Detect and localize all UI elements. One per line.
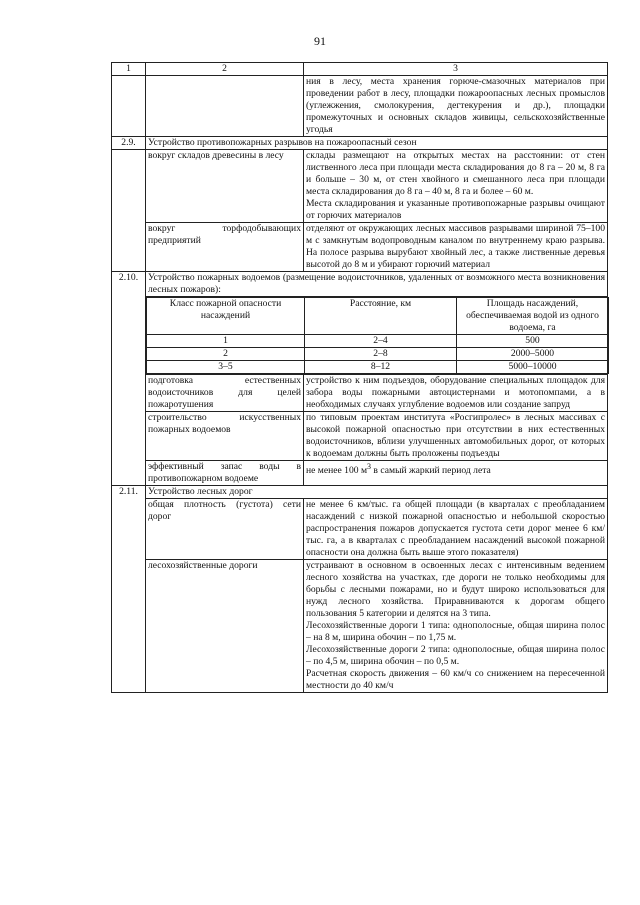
row-label: общая плотность (густота) сети дорог <box>146 499 304 560</box>
row-text: не менее 6 км/тыс. га общей площади (в кварталах с преобладанием насаждений с низкой пожарной опасностью и небольшой скоростью распространения пожаров допускается густота сети дорог менее 6 км/тыс. га, а в кварталах с преобладанием насаждений высокой пожарной опасности она должна быть выше этого показателя) <box>304 499 608 560</box>
nested-cell: 2 <box>147 348 305 361</box>
nested-header: Класс пожарной опасности насаждений <box>147 298 305 335</box>
table-row <box>112 412 608 461</box>
table-row <box>112 375 608 412</box>
section-number: 2.10. <box>112 272 146 486</box>
nested-header: Расстояние, км <box>305 298 457 335</box>
row-label: вокруг складов древесины в лесу <box>146 150 304 223</box>
table-row <box>112 461 608 486</box>
row-text: по типовым проектам института «Росгипролес» в лесных массивах с высокой пожарной опасностью при отсутствии в них естественных водоисточников, вблизи улучшенных автомобильных дорог, от которых к водоемам должны быть проложены подъезды <box>304 412 608 461</box>
paragraph: Лесохозяйственные дороги 2 типа: однополосные, общая ширина полос – по 4,5 м, ширина обочин – по 0,5 м. <box>306 644 605 667</box>
superscript: 3 <box>367 462 372 471</box>
table-row <box>112 560 608 693</box>
nested-cell: 3–5 <box>147 361 305 374</box>
table-row <box>112 499 608 560</box>
section-title: Устройство лесных дорог <box>146 486 608 499</box>
text-part: не менее 100 м <box>306 465 368 477</box>
row-text <box>304 150 608 223</box>
row-label: строительство искусственных пожарных водоемов <box>146 412 304 461</box>
section-title: Устройство пожарных водоемов (размещение водоисточников, удаленных от возможного места возникновения лесных пожаров): <box>146 272 608 297</box>
section-row <box>112 272 608 297</box>
row-label: лесохозяйственные дороги <box>146 560 304 693</box>
section-row <box>112 137 608 150</box>
row-label: подготовка естественных водоисточников для целей пожаротушения <box>146 375 304 412</box>
paragraph: устраивают в основном в освоенных лесах с интенсивным ведением лесного хозяйства на участках, где дороги не только необходимы для борьбы с лесными пожарами, но и будут широко использоваться для нужд лесного хозяйства. Приравниваются к дорогам общего пользования 5 категории и делятся на 3 типа. <box>306 560 605 619</box>
nested-cell: 1 <box>147 335 305 348</box>
nested-header: Площадь насаждений, обеспечиваемая водой из одного водоема, га <box>457 298 609 335</box>
row-text <box>304 461 608 486</box>
table-row <box>112 76 608 137</box>
row-label: эффективный запас воды в противопожарном водоеме <box>146 461 304 486</box>
section-number: 2.9. <box>112 137 146 150</box>
nested-cell: 2–4 <box>305 335 457 348</box>
row-text: отделяют от окружающих лесных массивов разрывами шириной 75–100 м с замкнутым водопроводным каналом по внутреннему краю разрыва. На полосе разрыва вырубают хвойный лес, а также лиственные деревья высотой до 8 м и убирают горючий материал <box>304 223 608 272</box>
nested-cell: 8–12 <box>305 361 457 374</box>
paragraph: Места складирования и указанные противопожарные разрывы очищают от горючих материалов <box>306 198 605 221</box>
section-row <box>112 486 608 499</box>
nested-cell: 2000–5000 <box>457 348 609 361</box>
document-table <box>111 62 608 693</box>
continued-text: ния в лесу, места хранения горюче-смазочных материалов при проведении работ в лесу, площадки пожароопасных лесных промыслов (углежжения, смолокурения, дегтекурения и др.), площадки промежуточных и основных складов живицы, сельскохозяйственные угодья <box>304 76 608 137</box>
text-part: в самый жаркий период лета <box>371 465 491 477</box>
nested-cell: 500 <box>457 335 609 348</box>
column-header: 1 <box>112 63 146 76</box>
table-row <box>112 223 608 272</box>
column-header: 2 <box>146 63 304 76</box>
paragraph: склады размещают на открытых местах на расстоянии: от стен лиственного леса при площади места складирования до 8 га – 20 м, 8 га и больше – 30 м, от стен хвойного и смешанного леса при площади места складирования до 8 га – 40 м, 8 га и более – 60 м. <box>306 150 605 197</box>
column-header: 3 <box>304 63 608 76</box>
section-number: 2.11. <box>112 486 146 693</box>
table-row <box>112 150 608 223</box>
paragraph: Лесохозяйственные дороги 1 типа: однополосные, общая ширина полос – на 8 м, ширина обочин – по 1,75 м. <box>306 620 605 643</box>
nested-table <box>146 297 609 374</box>
nested-cell: 5000–10000 <box>457 361 609 374</box>
nested-table-cell <box>146 297 608 375</box>
paragraph: Расчетная скорость движения – 60 км/ч со снижением на пересеченной местности до 40 км/ч <box>306 668 605 691</box>
row-label: вокруг торфодобывающих предприятий <box>146 223 304 272</box>
row-text <box>304 560 608 693</box>
table-row <box>112 297 608 375</box>
section-title: Устройство противопожарных разрывов на пожароопасный сезон <box>146 137 608 150</box>
page-number: 91 <box>314 34 326 48</box>
column-header-row <box>112 63 608 76</box>
nested-cell: 2–8 <box>305 348 457 361</box>
row-text: устройство к ним подъездов, оборудование специальных площадок для забора воды пожарными автоцистернами и мотопомпами, а в необходимых случаях углубление водоемов или создание запруд <box>304 375 608 412</box>
